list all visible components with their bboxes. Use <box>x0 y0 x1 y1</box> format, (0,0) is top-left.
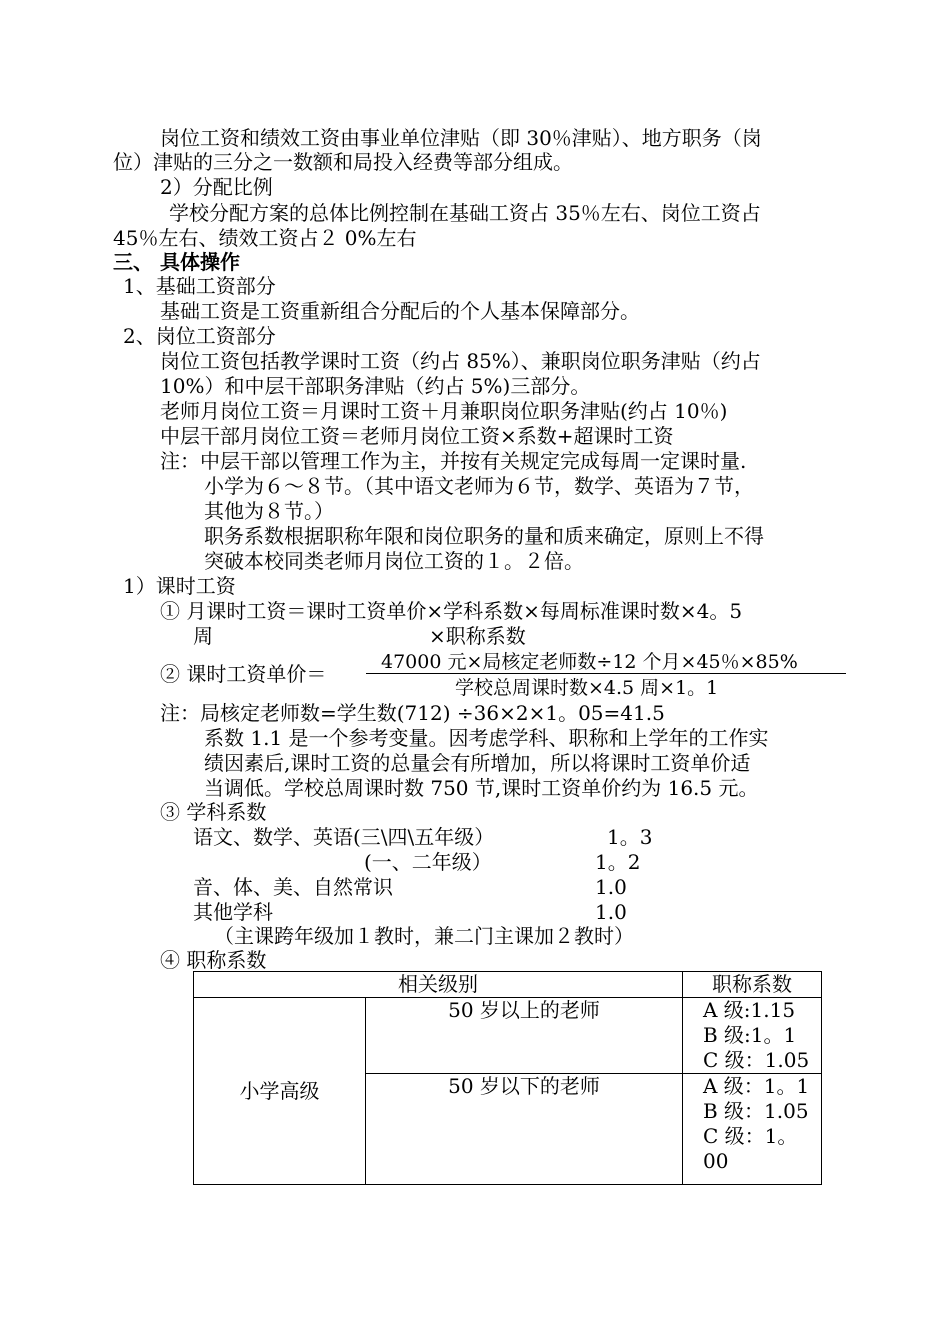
coefficient-line: A 级:1.15 <box>703 998 796 1022</box>
post-salary-title: 2、岗位工资部分 <box>123 324 276 348</box>
table-coefficient-cell <box>683 1074 822 1185</box>
table-level-cell: 小学高级 <box>194 998 366 1185</box>
table-header-level: 相关级别 <box>194 972 683 998</box>
subject-row-name: 语文、数学、英语(三\四\五年级） <box>193 825 495 849</box>
subject-row-value: 1.0 <box>595 900 627 924</box>
intro-paragraph-2-line-1: 学校分配方案的总体比例控制在基础工资占 35％左右、岗位工资占 <box>169 201 761 225</box>
coefficient-note-line-3: 当调低。学校总周课时数 750 节,课时工资单价约为 16.5 元。 <box>204 776 759 800</box>
coefficient-line: B 级：1.05 <box>703 1099 809 1123</box>
teacher-count-note: 注：局核定老师数=学生数(712) ÷36×2×1。05=41.5 <box>160 701 665 725</box>
coefficient-line: C 级：1.05 <box>703 1048 810 1072</box>
subject-coefficient-title: ③ 学科系数 <box>160 800 267 824</box>
subject-row-value: 1.0 <box>595 875 627 899</box>
monthly-class-pay-formula-line-1: ① 月课时工资＝课时工资单价×学科系数×每周标准课时数×4。5 <box>160 599 743 623</box>
cadre-note-line-2: 小学为６～８节。（其中语文老师为６节，数学、英语为７节， <box>204 474 754 498</box>
unit-price-denominator: 学校总周课时数×4.5 周×1。1 <box>455 677 719 699</box>
class-pay-title: 1）课时工资 <box>123 574 236 598</box>
coefficient-line: B 级:1。1 <box>703 1023 797 1047</box>
cadre-note-line-3: 其他为８节。） <box>204 499 334 523</box>
coefficient-note-line-2: 绩因素后,课时工资的总量会有所增加，所以将课时工资单价适 <box>204 751 751 775</box>
coefficient-line: C 级：1。00 <box>703 1124 798 1173</box>
table-header-coefficient: 职称系数 <box>683 972 822 998</box>
monthly-class-pay-formula-unit: 周 <box>193 624 213 648</box>
post-salary-text-line-2: 10%）和中层干部职务津贴（约占 5%)三部分。 <box>160 374 591 398</box>
subject-row-name: (一、二年级） <box>364 850 492 874</box>
basic-salary-title: 1、基础工资部分 <box>123 274 276 298</box>
subject-row-value: 1。3 <box>607 825 653 849</box>
coefficient-line: A 级：1。1 <box>703 1074 810 1098</box>
teacher-post-salary-formula: 老师月岗位工资＝月课时工资＋月兼职岗位职务津贴(约占 10％) <box>160 399 728 423</box>
fraction-bar <box>366 673 846 674</box>
section-3-heading: 三、 具体操作 <box>113 250 240 274</box>
unit-price-formula-label: ② 课时工资单价＝ <box>160 662 327 686</box>
coefficient-note-line-1: 系数 1.1 是一个参考变量。因考虑学科、职称和上学年的工作实 <box>204 726 769 750</box>
cadre-note-line-5: 突破本校同类老师月岗位工资的１。２倍。 <box>204 549 584 573</box>
intro-paragraph-1-line-2: 位）津贴的三分之一数额和局投入经费等部分组成。 <box>113 150 573 174</box>
basic-salary-text: 基础工资是工资重新组合分配后的个人基本保障部分。 <box>160 299 640 323</box>
title-coefficient-heading: ④ 职称系数 <box>160 948 267 972</box>
subject-coefficient-note: （主课跨年级加１教时，兼二门主课加２教时） <box>214 924 634 948</box>
subject-row-name: 音、体、美、自然常识 <box>193 875 393 899</box>
unit-price-numerator: 47000 元×局核定老师数÷12 个月×45％×85% <box>381 651 798 673</box>
intro-paragraph-2-line-2: 45％左右、绩效工资占２ 0%左右 <box>113 226 417 250</box>
post-salary-text-line-1: 岗位工资包括教学课时工资（约占 85%）、兼职岗位职务津贴（约占 <box>160 349 761 373</box>
monthly-class-pay-formula-line-2: ×职称系数 <box>429 624 526 648</box>
subject-row-name: 其他学科 <box>193 900 273 924</box>
table-group-cell: 50 岁以上的老师 <box>366 998 683 1074</box>
cadre-note-line-1: 注：中层干部以管理工作为主，并按有关规定完成每周一定课时量. <box>160 449 747 473</box>
table-group-cell: 50 岁以下的老师 <box>366 1074 683 1185</box>
intro-paragraph-1-line-1: 岗位工资和绩效工资由事业单位津贴（即 30％津贴）、地方职务（岗 <box>160 126 762 150</box>
cadre-note-line-4: 职务系数根据职称年限和岗位职务的量和质来确定，原则上不得 <box>204 524 764 548</box>
cadre-post-salary-formula: 中层干部月岗位工资＝老师月岗位工资×系数+超课时工资 <box>160 424 674 448</box>
subject-row-value: 1。2 <box>595 850 641 874</box>
table-coefficient-cell <box>683 998 822 1074</box>
title-coefficient-table <box>193 971 822 1185</box>
distribution-ratio-heading: 2）分配比例 <box>160 175 273 199</box>
